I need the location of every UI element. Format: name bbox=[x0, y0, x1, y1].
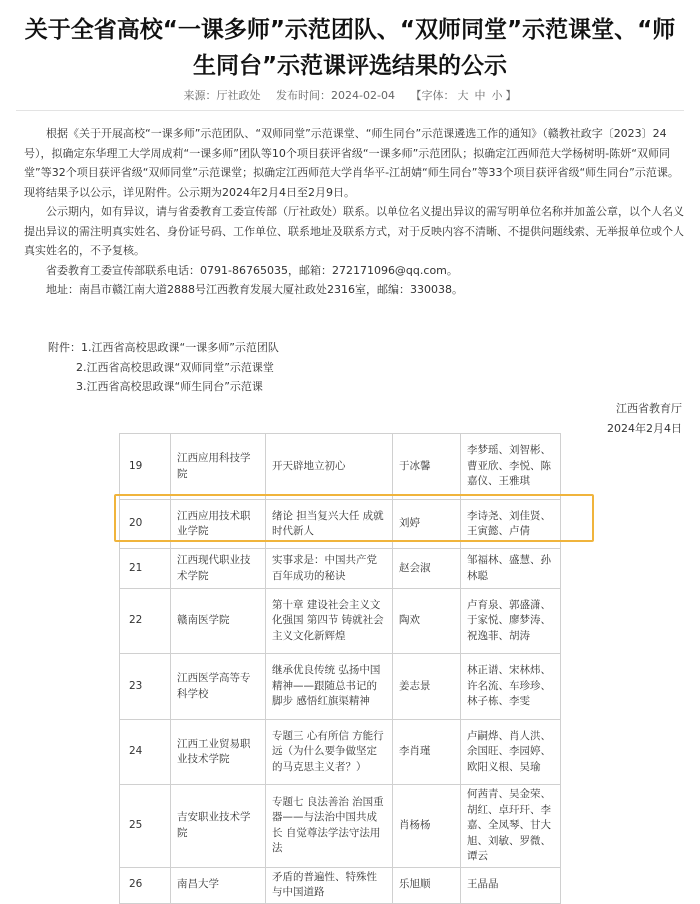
table-row bbox=[120, 720, 561, 785]
row-number: 26 bbox=[120, 867, 171, 903]
teacher-cell: 刘婷 bbox=[393, 500, 461, 549]
font-small-button[interactable]: 小 bbox=[491, 89, 503, 102]
signature-date: 2024年2月4日 bbox=[607, 422, 682, 435]
teacher-cell: 李肖瑾 bbox=[393, 720, 461, 785]
topic-cell: 专题三 心有所信 方能行远（为什么要争做坚定的马克思主义者？） bbox=[266, 720, 393, 785]
table-row bbox=[120, 434, 561, 500]
school-cell: 南昌大学 bbox=[171, 867, 266, 903]
attachment-item[interactable]: 附件：1.江西省高校思政课“一课多师”示范团队 bbox=[48, 341, 279, 354]
school-cell: 江西工业贸易职业技术学院 bbox=[171, 720, 266, 785]
font-size-control: 【字体： 大 中 小 】 bbox=[410, 89, 517, 102]
school-cell: 吉安职业技术学院 bbox=[171, 785, 266, 868]
school-cell: 江西医学高等专科学校 bbox=[171, 654, 266, 720]
paragraph: 根据《关于开展高校“一课多师”示范团队、“双师同堂”示范课堂、“师生同台”示范课遴选工作的通知》（赣教社政字〔2023〕24号），拟确定东华理工大学周成莉“一课多师”团队等10个项目获评省级“一课多师”示范团队；拟确定江西师范大学杨树明-陈妍“双师同堂”等32个项目获评省级“双师同堂”示范课堂；拟确定江西师范大学肖华平-江胡婧“师生同台”等33个项目获评省级“师生同台”示范课。现将结果予以公示，详见附件。公示期为2024年2月4日至2月9日。 bbox=[24, 127, 679, 199]
school-cell: 赣南医学院 bbox=[171, 589, 266, 654]
topic-cell: 绪论 担当复兴大任 成就时代新人 bbox=[266, 500, 393, 549]
font-medium-button[interactable]: 中 bbox=[474, 89, 486, 102]
students-cell: 卢嗣烨、肖人洪、余国旺、李园婷、欧阳义根、吴瑜 bbox=[461, 720, 561, 785]
teacher-cell: 姜志景 bbox=[393, 654, 461, 720]
students-cell: 林正谱、宋林炜、许名流、车珍珍、林子栋、李雯 bbox=[461, 654, 561, 720]
topic-cell: 开天辟地立初心 bbox=[266, 434, 393, 500]
teacher-cell: 肖杨杨 bbox=[393, 785, 461, 868]
topic-cell: 第十章 建设社会主义文化强国 第四节 铸就社会主义文化新辉煌 bbox=[266, 589, 393, 654]
divider bbox=[16, 110, 684, 111]
article-body bbox=[24, 124, 684, 300]
font-large-button[interactable]: 大 bbox=[457, 89, 469, 102]
source-info: 来源：厅社政处 bbox=[183, 89, 261, 102]
topic-cell: 继承优良传统 弘扬中国精神——跟随总书记的脚步 感悟红旗渠精神 bbox=[266, 654, 393, 720]
row-number: 21 bbox=[120, 549, 171, 589]
table-row bbox=[120, 589, 561, 654]
teacher-cell: 陶欢 bbox=[393, 589, 461, 654]
teacher-cell: 赵会淑 bbox=[393, 549, 461, 589]
students-cell: 李梦瑶、刘智彬、曹亚欣、李悦、陈嘉仪、王雅琪 bbox=[461, 434, 561, 500]
publish-date: 发布时间：2024-02-04 bbox=[276, 89, 395, 102]
row-number: 25 bbox=[120, 785, 171, 868]
teacher-cell: 乐旭顺 bbox=[393, 867, 461, 903]
contact-phone-email: 省委教育工委宣传部联系电话：0791-86765035，邮箱：272171096@qq.com。 bbox=[46, 263, 458, 277]
topic-cell: 专题七 良法善治 治国重器——与法治中国共成长 自觉尊法学法守法用法 bbox=[266, 785, 393, 868]
school-cell: 江西应用科技学院 bbox=[171, 434, 266, 500]
school-cell: 江西应用技术职业学院 bbox=[171, 500, 266, 549]
page-title: 关于全省高校“一课多师”示范团队、“双师同堂”示范课堂、“师生同台”示范课评选结果的公示 bbox=[24, 17, 676, 79]
row-number: 20 bbox=[120, 500, 171, 549]
school-cell: 江西现代职业技术学院 bbox=[171, 549, 266, 589]
paragraph: 公示期内，如有异议，请与省委教育工委宣传部（厅社政处）联系。以单位名义提出异议的需写明单位名称并加盖公章，以个人名义提出异议的需注明真实姓名、身份证号码、工作单位、联系地址及联系方式，对于反映内容不清晰、不提供问题线索、无举报单位或个人真实姓名的，不予复核。 bbox=[24, 205, 684, 257]
topic-cell: 矛盾的普遍性、特殊性与中国道路 bbox=[266, 867, 393, 903]
students-cell: 王晶晶 bbox=[461, 867, 561, 903]
contact-address: 地址：南昌市赣江南大道2888号江西教育发展大厦社政处2316室，邮编：330038。 bbox=[46, 283, 463, 296]
table-row bbox=[120, 867, 561, 903]
signature-org: 江西省教育厅 bbox=[616, 402, 682, 415]
attachments-list bbox=[48, 338, 279, 397]
attachment-item[interactable]: 3.江西省高校思政课“师生同台”示范课 bbox=[76, 380, 263, 393]
highlight-box bbox=[114, 494, 594, 542]
row-number: 19 bbox=[120, 434, 171, 500]
row-number: 23 bbox=[120, 654, 171, 720]
topic-cell: 实事求是：中国共产党百年成功的秘诀 bbox=[266, 549, 393, 589]
signature-block bbox=[607, 399, 682, 439]
attachment-item[interactable]: 2.江西省高校思政课“双师同堂”示范课堂 bbox=[76, 360, 274, 374]
row-number: 24 bbox=[120, 720, 171, 785]
row-number: 22 bbox=[120, 589, 171, 654]
article-meta bbox=[0, 87, 700, 103]
attachments-label: 附件： bbox=[48, 341, 81, 354]
table-row bbox=[120, 785, 561, 868]
students-cell: 卢育泉、郭盛潇、于家悦、廖梦涛、祝逸菲、胡涛 bbox=[461, 589, 561, 654]
teacher-cell: 于冰馨 bbox=[393, 434, 461, 500]
table-row bbox=[120, 549, 561, 589]
students-cell: 李诗尧、刘佳贤、王寅懿、卢倩 bbox=[461, 500, 561, 549]
students-cell: 邹福林、盛慧、孙林聪 bbox=[461, 549, 561, 589]
table-row bbox=[120, 654, 561, 720]
students-cell: 何茜青、吴金荣、胡红、卓玕玕、李嘉、全凤琴、甘大旭、刘敏、罗微、谭云 bbox=[461, 785, 561, 868]
